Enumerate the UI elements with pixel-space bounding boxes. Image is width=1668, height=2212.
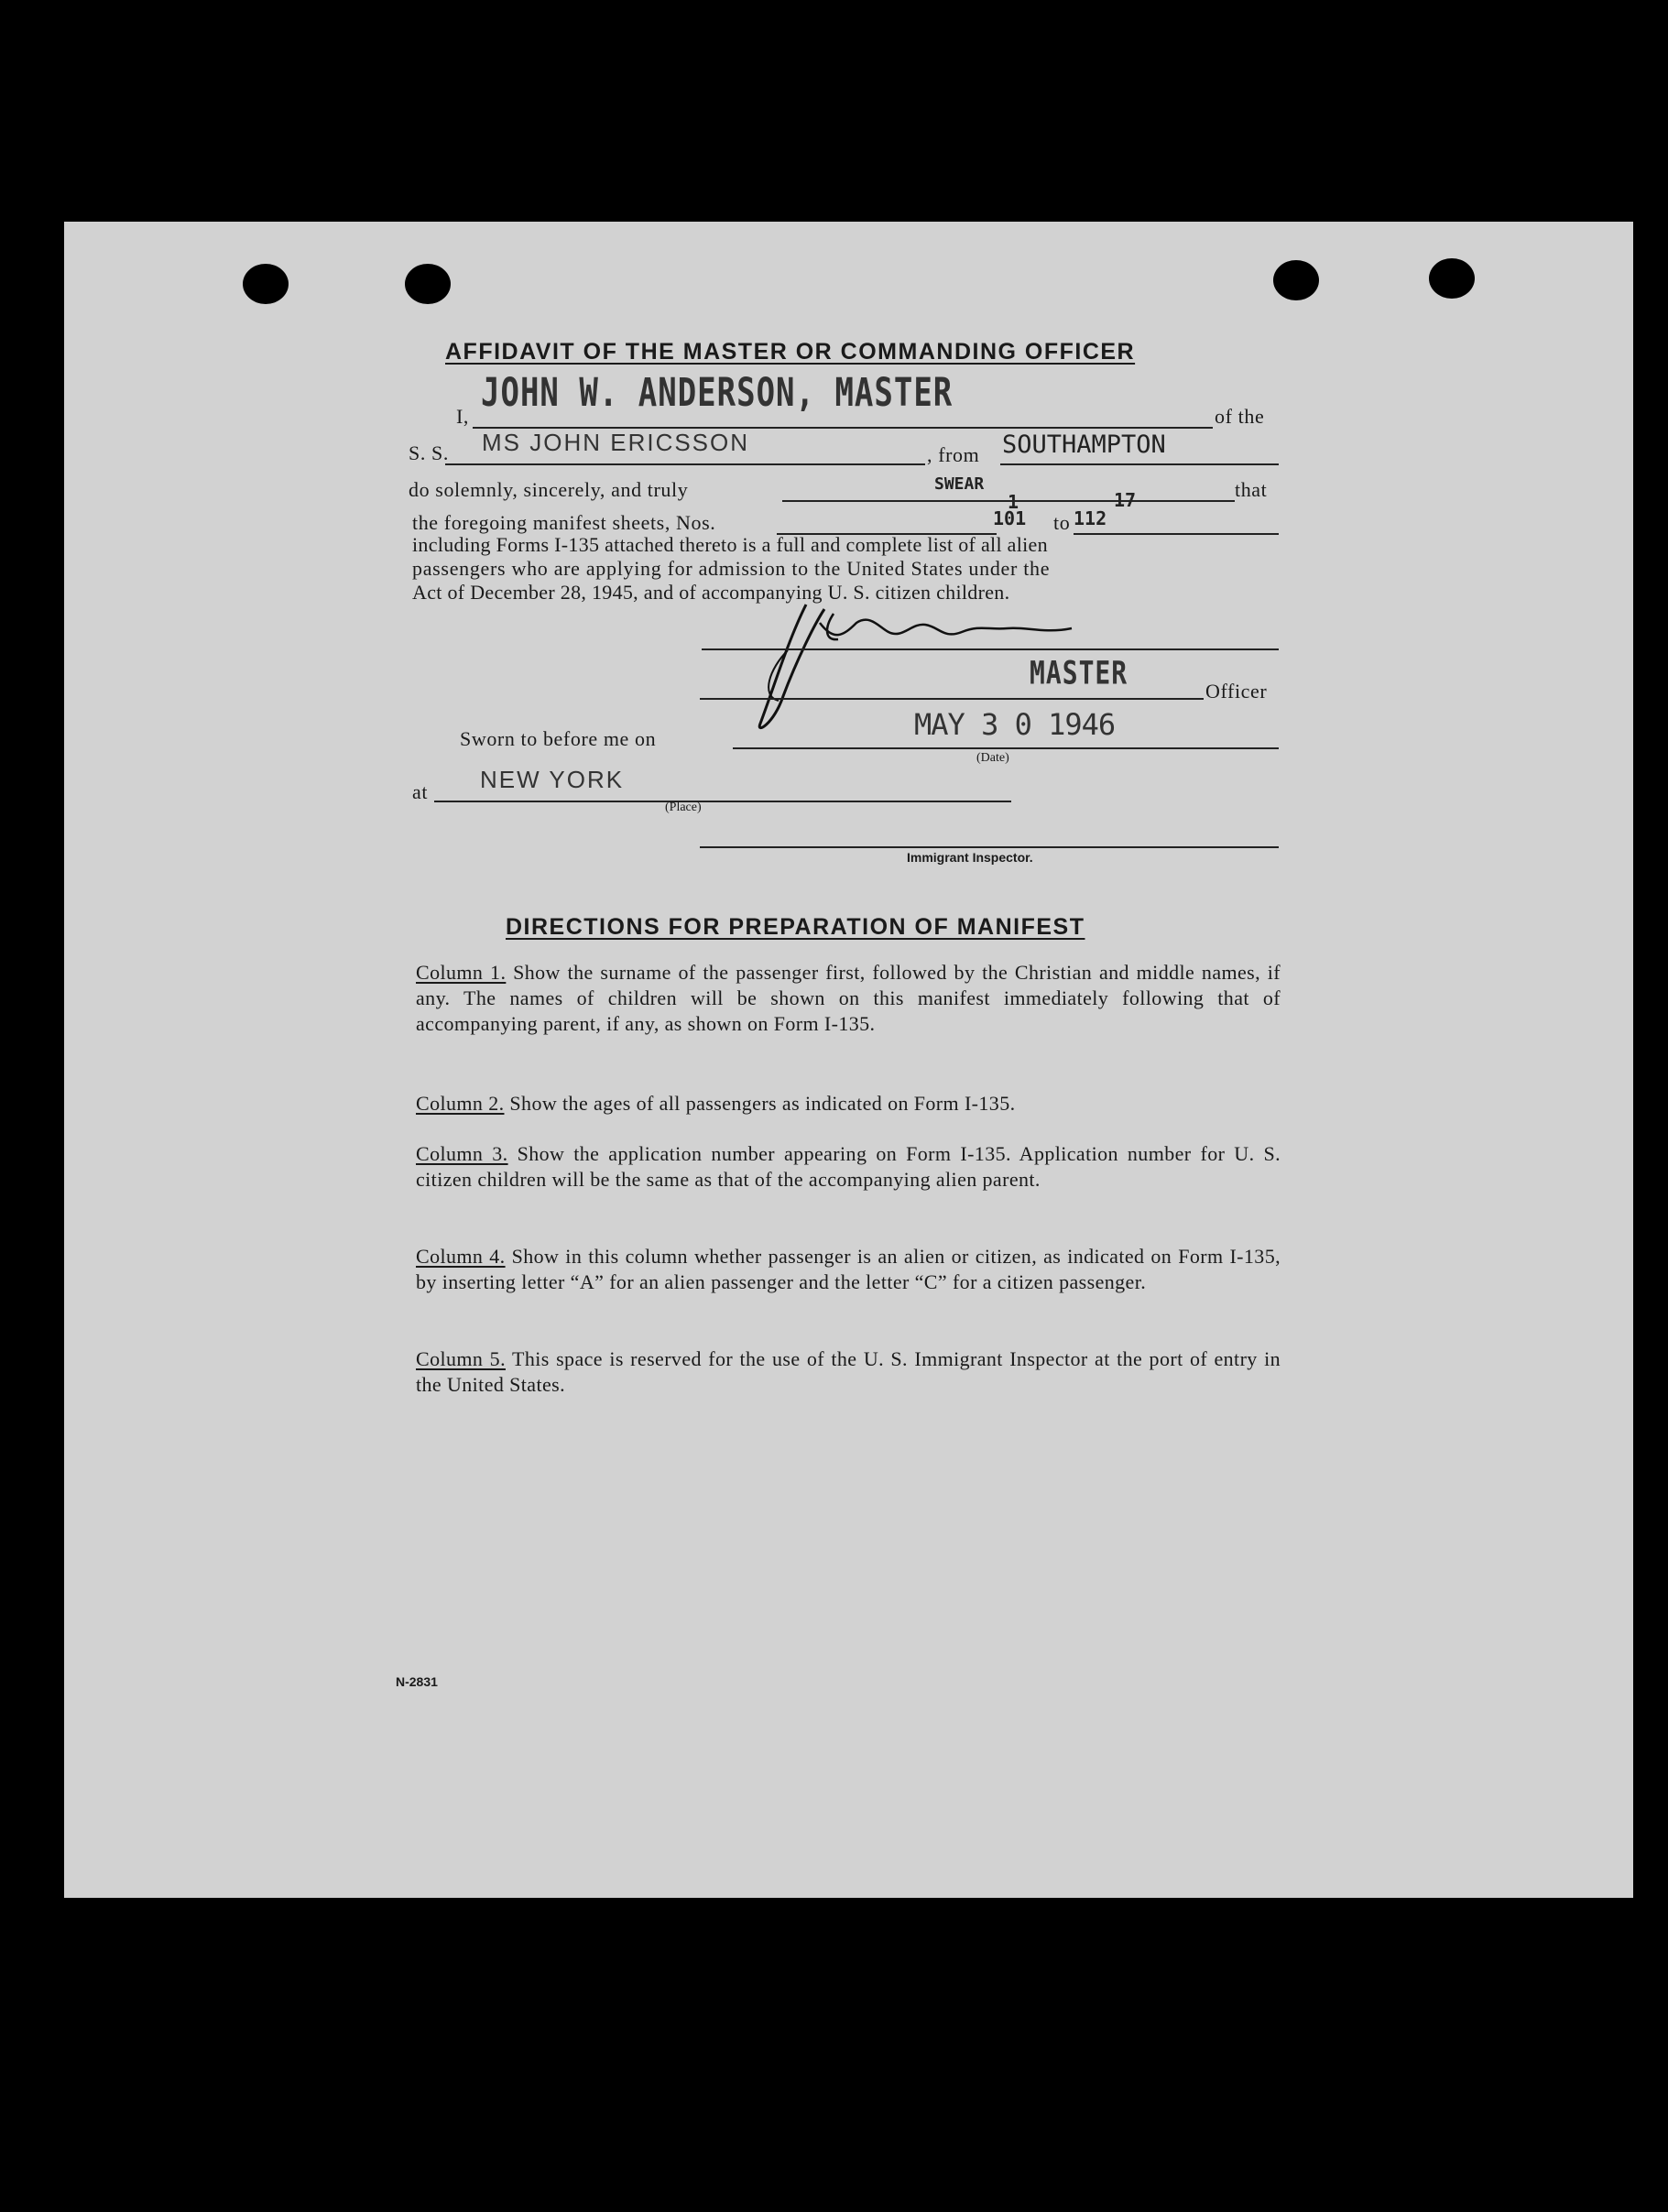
column-text: Show the application number appearing on Form I-135. Application number for U. S. citizen children will be the same as that of the accompanying alien parent. bbox=[416, 1142, 1281, 1191]
master-name-stamp: JOHN W. ANDERSON, MASTER bbox=[481, 370, 954, 416]
ship-name: MS JOHN ERICSSON bbox=[482, 429, 750, 456]
solemnly-text: do solemnly, sincerely, and truly bbox=[409, 478, 689, 501]
punch-hole bbox=[405, 264, 451, 304]
direction-column-4 bbox=[416, 1244, 1281, 1295]
direction-column-2 bbox=[416, 1091, 1281, 1117]
place-caption: (Place) bbox=[665, 801, 702, 814]
ship-name-line bbox=[445, 463, 925, 465]
sheets-text: the foregoing manifest sheets, Nos. bbox=[412, 511, 716, 534]
at-label: at bbox=[412, 780, 429, 803]
column-text: Show in this column whether passenger is an alien or citizen, as indicated on Form I-135, by inserting letter “A” for an alien passenger and the letter “C” for a citizen passenger. bbox=[416, 1245, 1281, 1293]
sworn-label: Sworn to before me on bbox=[460, 727, 657, 750]
date-caption: (Date) bbox=[976, 751, 1009, 765]
nos-to: 112 bbox=[1074, 507, 1107, 529]
direction-column-1 bbox=[416, 960, 1281, 1037]
column-text: Show the ages of all passengers as indicated on Form I-135. bbox=[509, 1092, 1016, 1115]
title-stamp: MASTER bbox=[1030, 653, 1128, 692]
oath-word: SWEAR bbox=[934, 474, 985, 494]
punch-hole bbox=[243, 264, 289, 304]
that-label: that bbox=[1235, 478, 1268, 501]
punch-hole bbox=[1429, 258, 1475, 299]
to-label: to bbox=[1053, 511, 1071, 534]
affidavit-title: AFFIDAVIT OF THE MASTER OR COMMANDING OFFICER bbox=[445, 339, 1136, 365]
column-text: This space is reserved for the use of the U. S. Immigrant Inspector at the port of entry in the United States. bbox=[416, 1347, 1281, 1396]
nos-top-2: 17 bbox=[1114, 489, 1137, 511]
column-label: Column 5. bbox=[416, 1347, 506, 1370]
signature-line bbox=[702, 648, 1279, 650]
column-label: Column 2. bbox=[416, 1092, 505, 1115]
column-label: Column 4. bbox=[416, 1245, 506, 1268]
nos-to-line bbox=[1074, 533, 1279, 535]
inspector-caption: Immigrant Inspector. bbox=[907, 850, 1033, 865]
nos-top-1: 1 bbox=[1008, 491, 1019, 513]
directions-title: DIRECTIONS FOR PREPARATION OF MANIFEST bbox=[506, 914, 1085, 940]
statement-line-3: Act of December 28, 1945, and of accompanying U. S. citizen children. bbox=[412, 581, 1010, 604]
document-sheet bbox=[64, 222, 1633, 1898]
date-stamp: MAY 3 0 1946 bbox=[914, 707, 1116, 742]
place-line bbox=[434, 801, 1011, 802]
column-label: Column 3. bbox=[416, 1142, 508, 1165]
from-label: , from bbox=[927, 443, 980, 466]
form-number: N-2831 bbox=[396, 1674, 438, 1689]
i-label: I, bbox=[456, 405, 470, 428]
column-text: Show the surname of the passenger first, followed by the Christian and middle names, if any. The names of children will be shown on this manifest immediately following that of accompanying parent, if any, as shown on Form I-135. bbox=[416, 961, 1281, 1035]
nos-from: 101 bbox=[993, 507, 1027, 529]
direction-column-3 bbox=[416, 1141, 1281, 1193]
direction-column-5 bbox=[416, 1346, 1281, 1398]
officer-label: Officer bbox=[1205, 680, 1268, 703]
date-line bbox=[733, 747, 1279, 749]
inspector-line bbox=[700, 846, 1279, 848]
column-label: Column 1. bbox=[416, 961, 507, 984]
statement-line-1: including Forms I-135 attached thereto is a full and complete list of all alien bbox=[412, 533, 1048, 556]
port-line bbox=[1000, 463, 1279, 465]
punch-hole bbox=[1273, 260, 1319, 300]
port-from: SOUTHAMPTON bbox=[1002, 430, 1166, 459]
officer-line bbox=[700, 698, 1204, 700]
statement-line-2: passengers who are applying for admission to the United States under the bbox=[412, 557, 1051, 580]
place-name: NEW YORK bbox=[480, 766, 625, 793]
of-the-label: of the bbox=[1215, 405, 1265, 428]
ss-label: S. S. bbox=[409, 441, 449, 464]
